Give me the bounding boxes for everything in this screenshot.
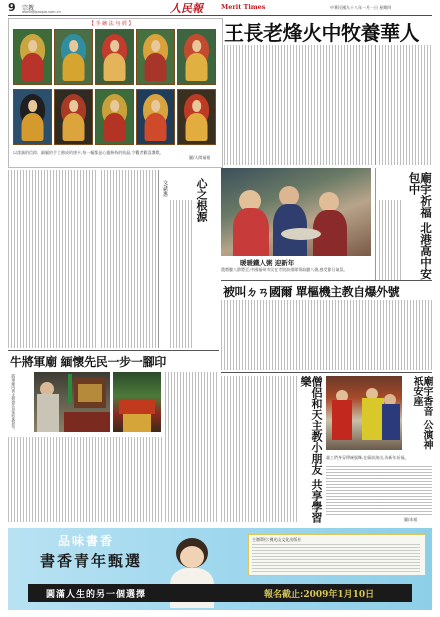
column-text (170, 200, 192, 348)
masthead (0, 0, 440, 16)
thangka-tag: 【 手 繪 法 句 經 】 (89, 21, 134, 27)
masthead-date: 中華民國九十八年一月一日 星期四 (330, 5, 392, 10)
thangka-image (13, 29, 52, 85)
main-story-text (224, 45, 372, 165)
side-story-border (375, 168, 376, 280)
page-number: 9 (8, 1, 16, 14)
general-photo-caption: 將軍廟內香火鼎盛,信眾前來祭拜。 (11, 374, 17, 433)
thangka-image (95, 29, 134, 85)
column-title: 心之根源 (195, 178, 208, 222)
section-divider (221, 372, 432, 373)
thangka-image (177, 29, 216, 85)
thangka-image (177, 89, 216, 145)
photo-caption-title: 暖暖鐵人粥 迎新年 (240, 259, 295, 267)
main-story-title: 王長老烽火中牧養華人 (224, 21, 419, 45)
ad-deadline: 報名截止:2009年1月10日 (264, 590, 375, 600)
side-story-text (379, 200, 403, 280)
article-text (101, 170, 156, 348)
headline-cardinal: 被叫ㄉㄢ國爾 單樞機主教自爆外號 (223, 285, 400, 299)
ad-main-title: 書香青年甄選 (40, 552, 143, 570)
advertisement[interactable] (8, 528, 432, 610)
thangka-image (136, 29, 175, 85)
section-name: 宗教 (22, 5, 35, 12)
catholic-story-title: 僧侶和天主教小朋友 共享學習樂 (299, 376, 323, 523)
catholic-story-text (221, 376, 297, 522)
general-story-title: 牛將軍廟 緬懷先民一步一腳印 (10, 355, 166, 369)
temple-photo-caption: 義工們身穿傳統服飾,在廟前演出,為新年祈福。 (326, 455, 409, 460)
masthead-url: world@people.com.cn (22, 10, 61, 14)
column-rule (375, 45, 376, 165)
photo-general-temple (34, 372, 110, 432)
main-story-text-right (379, 45, 432, 165)
paper-logo: 人民報 (170, 2, 203, 15)
article-text (8, 170, 98, 348)
photo-temple-altar (113, 372, 161, 432)
ad-slogan-bar (28, 584, 412, 602)
column-border (158, 170, 159, 348)
thangka-image (95, 89, 134, 145)
photo-caption: 農曆臘八節將至,中國福州市民在寺院前排隊領取臘八粥,感受節日氣氛。 (221, 267, 348, 272)
thangka-caption: 以虔誠的信仰、細膩的手工繪成的唐卡,每一幅都是心靈修持的結晶,令觀者歡喜讚歎。 (13, 150, 164, 155)
thangka-image (136, 89, 175, 145)
section-divider (8, 350, 219, 351)
thangka-image (13, 89, 52, 145)
ad-slogan: 圓滿人生的另一個選擇 (46, 590, 147, 600)
paper-logo-english: Merit Times (221, 3, 266, 11)
temple-story-title: 廟宇香音 公演神祇安座 (411, 376, 432, 450)
general-story-text (8, 437, 163, 522)
ad-info-title: 主辦單位:佛光山文化出版社 (252, 537, 302, 542)
photo-lunar-porridge (221, 168, 371, 256)
column-byline: 文/慈惠 (162, 180, 168, 197)
cardinal-story-text (221, 300, 432, 370)
thangka-panel (8, 18, 223, 168)
ad-kicker: 品味書香 (58, 534, 115, 548)
thangka-credit: 圖/人間福報 (189, 155, 211, 160)
ad-info-text (252, 544, 420, 573)
temple-photo-credit: 圖/本報 (404, 517, 418, 522)
photo-temple-performance (326, 376, 402, 450)
thangka-image (54, 89, 93, 145)
side-story-title: 廟宇祈福 北港高中安包中 (407, 172, 433, 280)
section-divider (221, 280, 432, 281)
temple-story-text (326, 466, 432, 516)
masthead-rule (8, 15, 432, 16)
general-story-text (165, 372, 219, 522)
thangka-image (54, 29, 93, 85)
ad-info-box (248, 534, 426, 576)
